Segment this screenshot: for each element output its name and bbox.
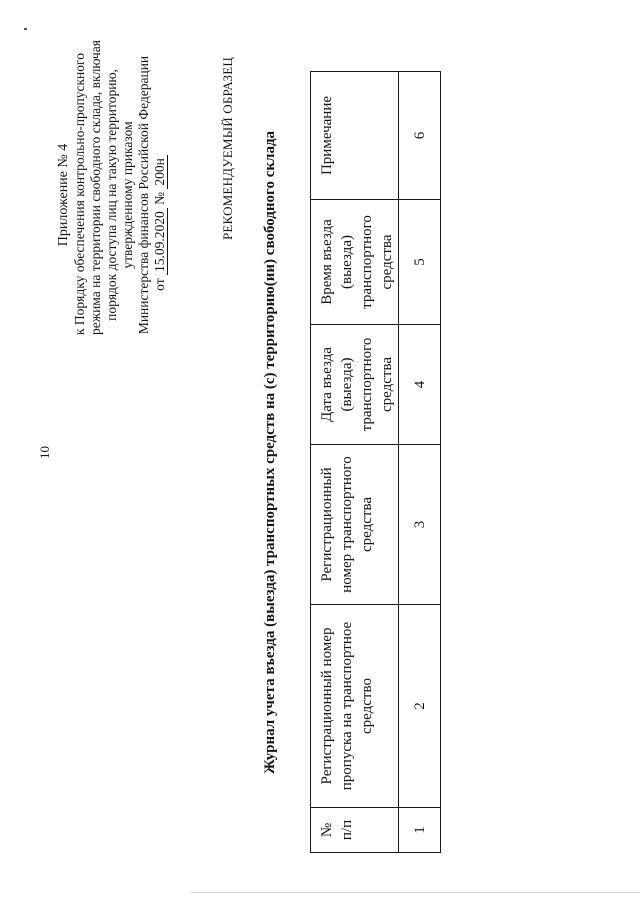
column-number-cell: 1 <box>399 808 441 853</box>
table-header-row <box>311 72 399 853</box>
column-number-cell: 3 <box>399 445 441 605</box>
recommended-sample-label: РЕКОМЕНДУЕМЫЙ ОБРАЗЕЦ <box>220 57 235 241</box>
appendix-line: утвержденному приказом <box>120 121 135 269</box>
header-cell-entry-time: Время въезда (выезда) транспортного средства <box>311 200 399 325</box>
appendix-line: к Порядку обеспечения контрольно-пропускного <box>72 53 87 335</box>
order-number-sign: № <box>152 192 167 205</box>
column-number-cell: 5 <box>399 200 441 325</box>
order-date: 15.09.2020 <box>152 208 168 275</box>
appendix-line: порядок доступа лиц на такую территорию, <box>104 69 119 321</box>
appendix-line: Министерства финансов Российской Федерации <box>136 55 151 335</box>
header-cell-row-number: № п/п <box>311 808 399 853</box>
header-cell-pass-number: Регистрационный номер пропуска на транспортное средство <box>311 605 399 808</box>
column-number-row <box>399 72 441 853</box>
column-number-cell: 6 <box>399 72 441 200</box>
journal-title: Журнал учета въезда (выезда) транспортных средств на (с) территорию(ии) свободного склада <box>262 130 278 775</box>
column-number-cell: 4 <box>399 325 441 445</box>
appendix-block <box>56 40 168 335</box>
journal-table <box>310 71 441 853</box>
appendix-heading: Приложение № 4 <box>56 143 71 247</box>
order-prefix: от <box>152 278 167 291</box>
order-line <box>152 55 168 335</box>
appendix-line: режима на территории свободного склада, включая <box>88 40 103 335</box>
scan-speck <box>24 28 27 30</box>
header-cell-entry-date: Дата въезда (выезда) транспортного средства <box>311 325 399 445</box>
page-number: 10 <box>37 446 52 459</box>
header-cell-vehicle-number: Регистрационный номер транспортного средства <box>311 445 399 605</box>
scan-edge-line <box>190 892 640 893</box>
column-number-cell: 2 <box>399 605 441 808</box>
order-number: 200н <box>152 155 168 188</box>
header-cell-notes: Примечание <box>311 72 399 200</box>
